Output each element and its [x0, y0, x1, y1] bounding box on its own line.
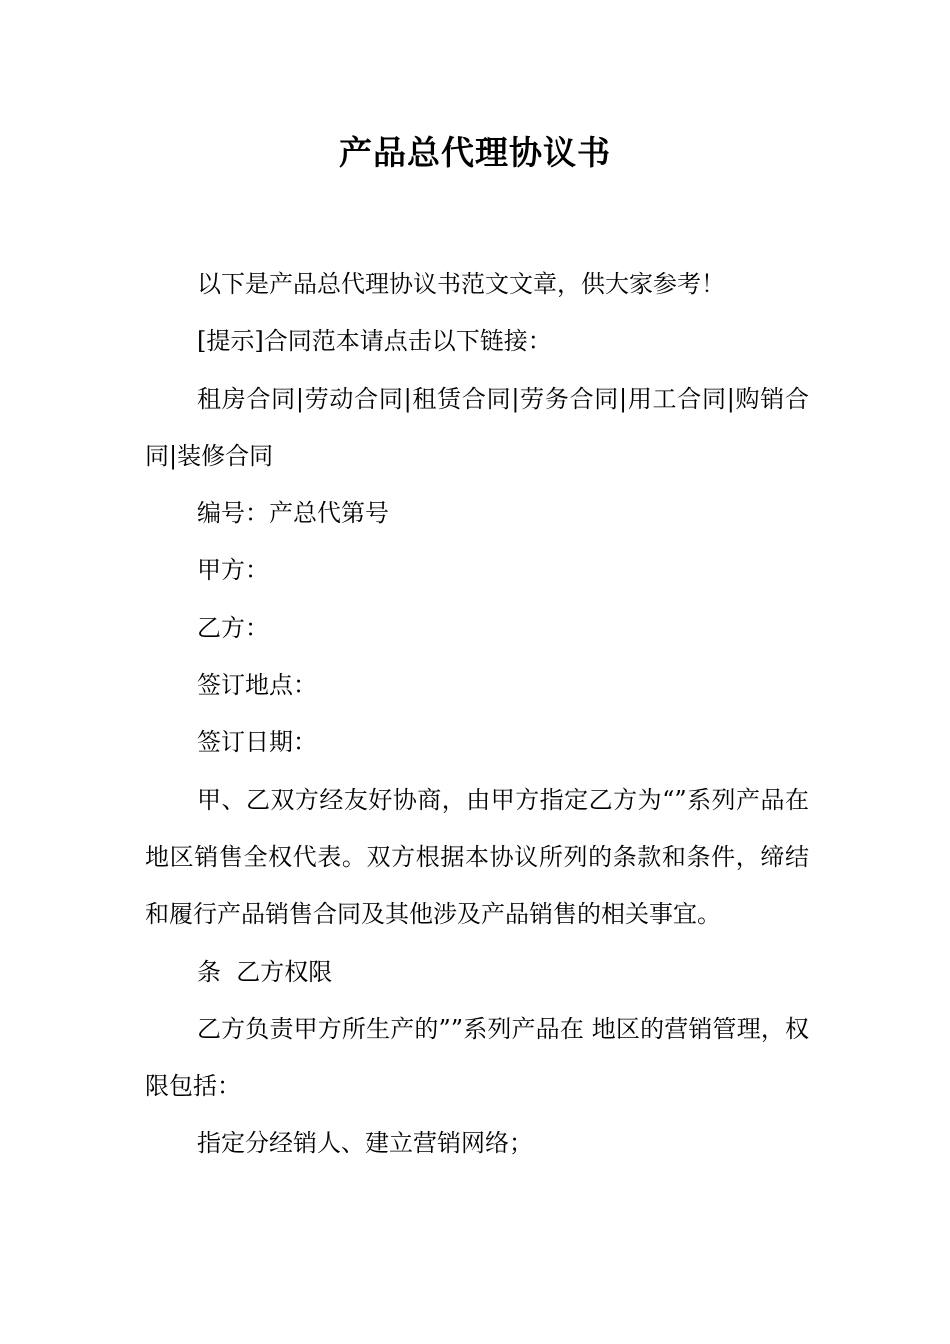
party-b-field: 乙方： [197, 613, 269, 642]
party-a-field: 甲方： [197, 556, 269, 585]
article-item: 指定分经销人、建立营销网络； [197, 1129, 533, 1158]
document-body [145, 256, 809, 1173]
contract-links-paragraph: 租房合同|劳动合同|租赁合同|劳务合同|用工合同|购销合同|装修合同 [145, 384, 809, 470]
contract-number-field: 编号：产总代第号 [197, 499, 389, 528]
document-title: 产品总代理协议书 [339, 133, 611, 172]
preamble-paragraph: 甲、乙双方经友好协商，由甲方指定乙方为“”系列产品在地区销售全权代表。双方根据本协议所列的条款和条件，缔结和履行产品销售合同及其他涉及产品销售的相关事宜。 [145, 785, 809, 929]
article-heading: 条 乙方权限 [197, 957, 333, 986]
signing-place-field: 签订地点： [197, 671, 317, 700]
article-paragraph: 乙方负责甲方所生产的””系列产品在 地区的营销管理，权限包括： [145, 1014, 809, 1101]
signing-date-field: 签订日期： [197, 728, 317, 757]
hint-paragraph: [提示]合同范本请点击以下链接： [197, 327, 552, 356]
intro-paragraph: 以下是产品总代理协议书范文文章，供大家参考！ [197, 270, 725, 298]
